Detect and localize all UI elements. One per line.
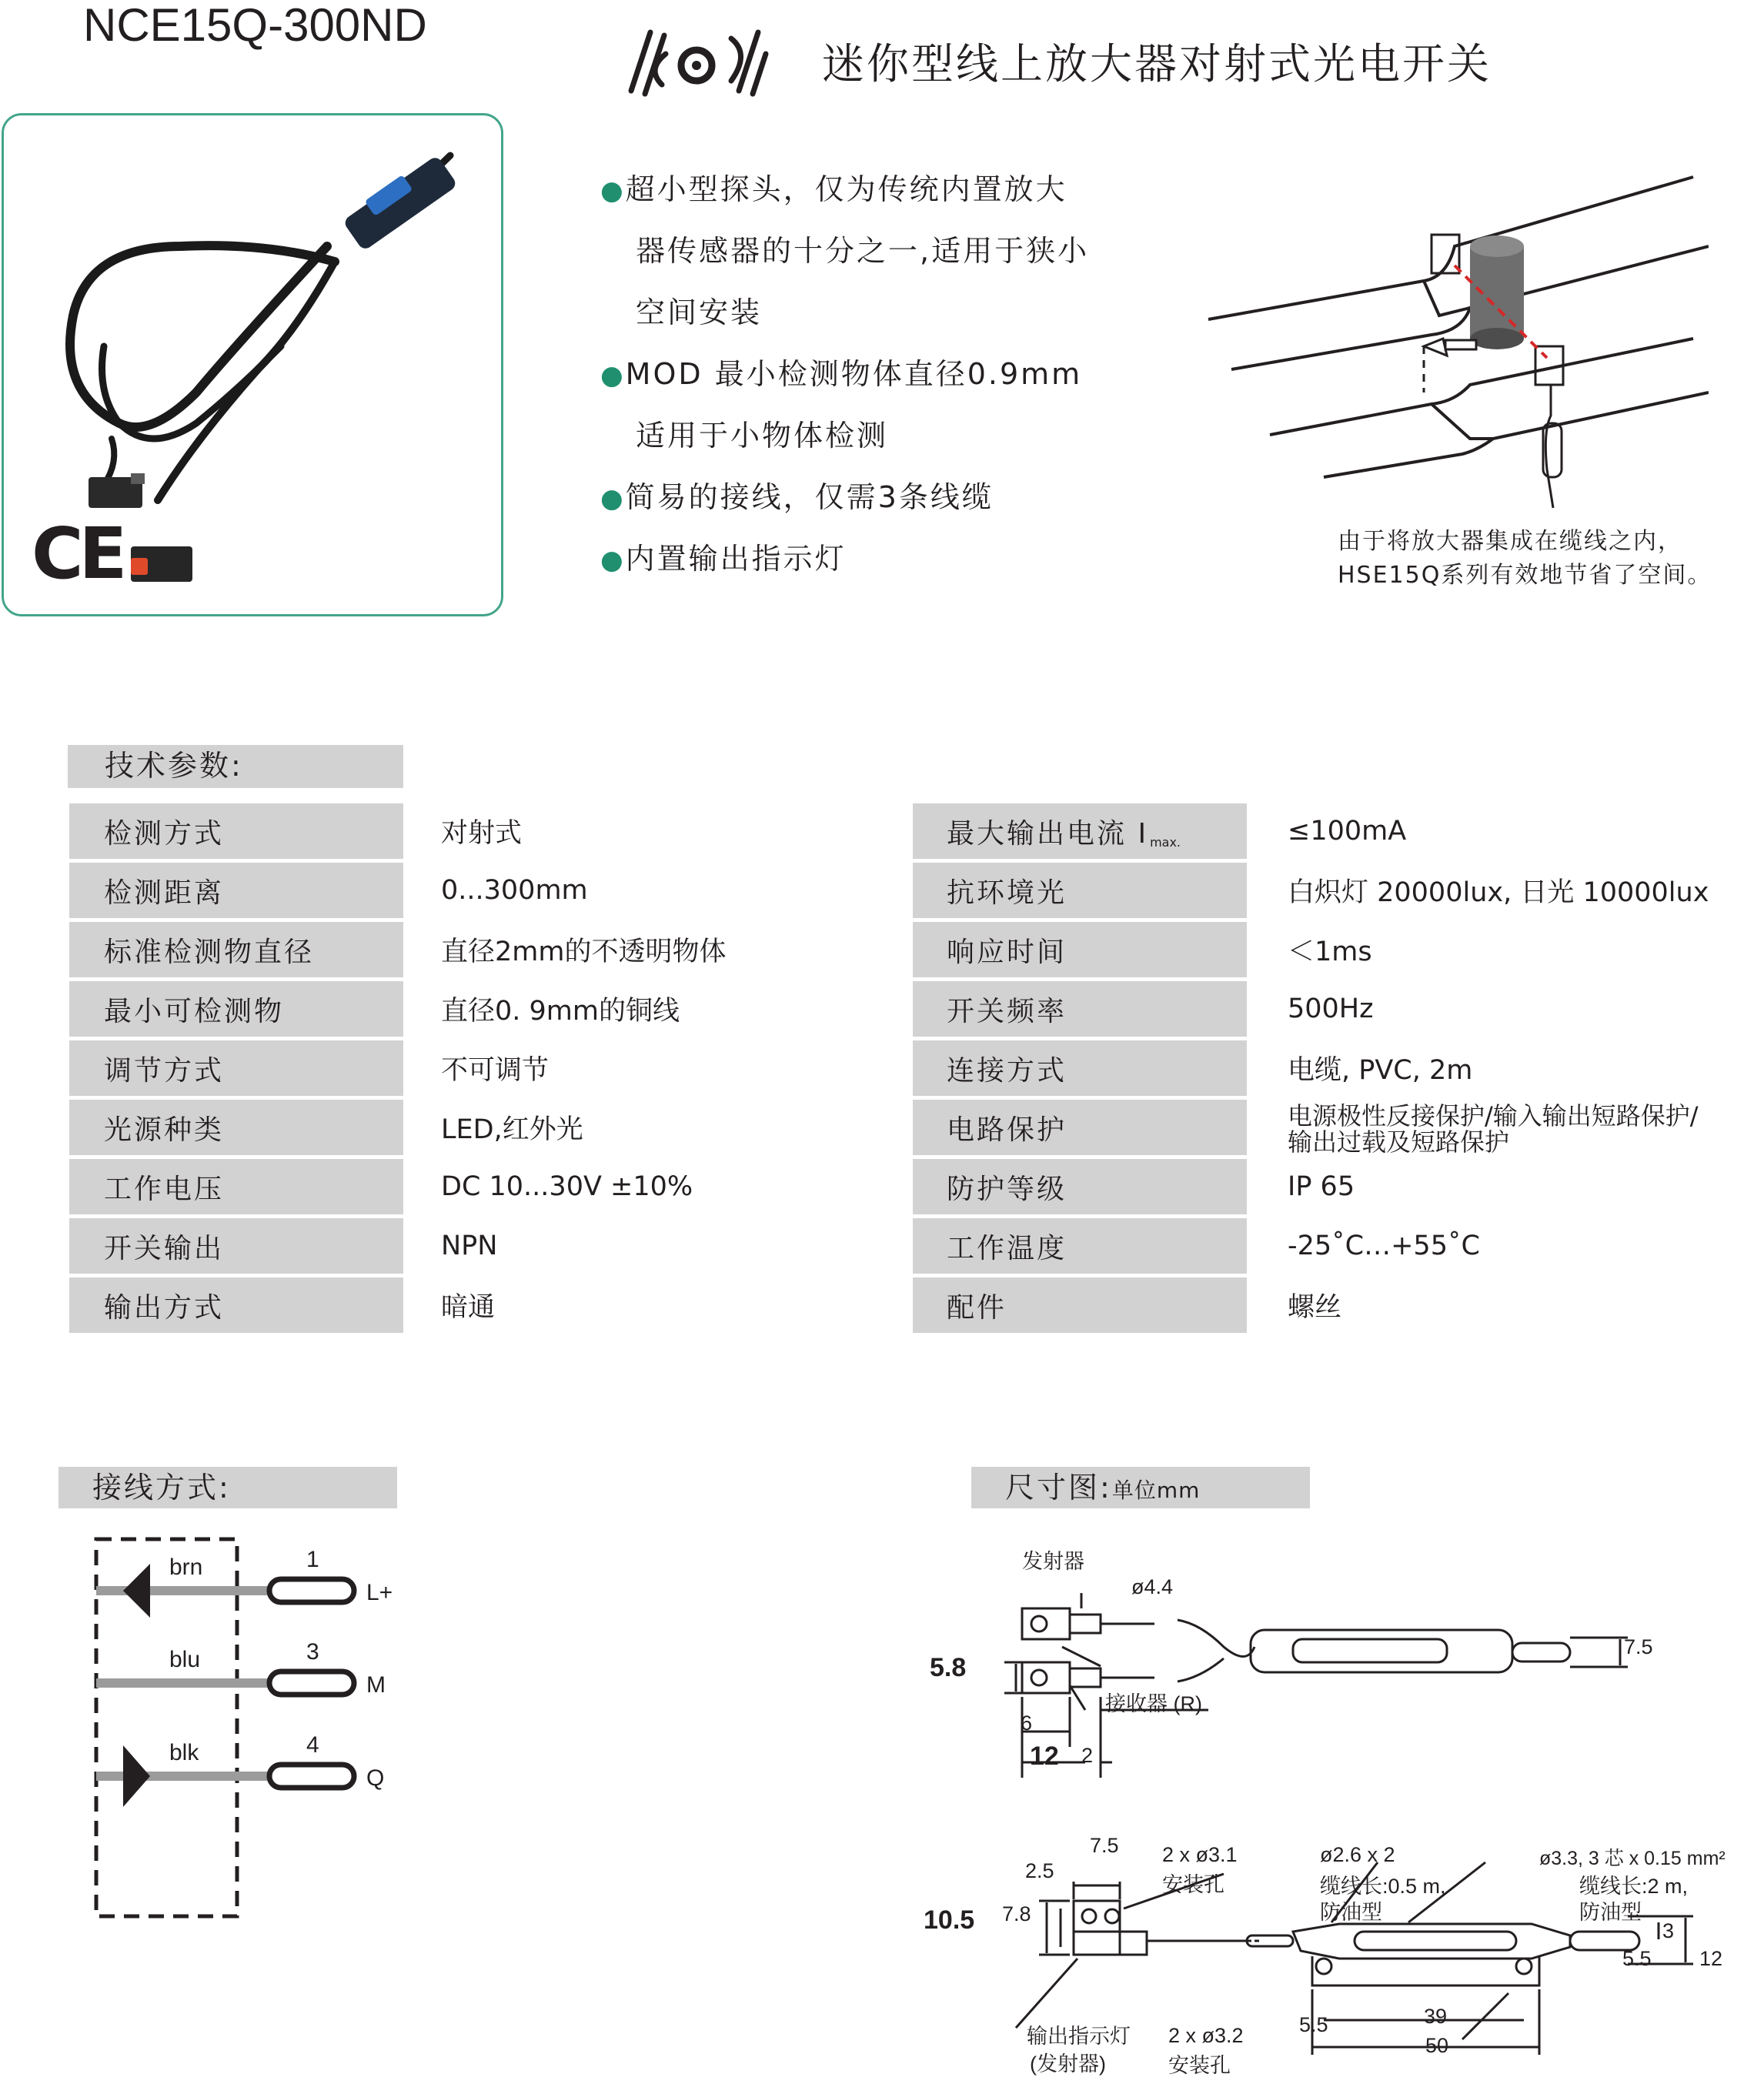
label-receiver: 接收器 (R) [1105, 1692, 1202, 1715]
spec-value: IP 65 [1288, 1171, 1355, 1202]
dim-value: 7.8 [1002, 1902, 1031, 1925]
dim-value: 5.5 [1299, 2013, 1328, 2036]
spec-value: 暗通 [441, 1292, 496, 1323]
spec-label: 防护等级 [913, 1159, 1247, 1214]
spec-label: 工作温度 [913, 1218, 1247, 1274]
dim-value: 39 [1424, 2005, 1448, 2028]
label-cable: ø3.3, 3 芯 x 0.15 mm² [1539, 1848, 1726, 1869]
label-cable: 缆线长:0.5 m, [1320, 1875, 1446, 1898]
spec-label: 工作电压 [69, 1159, 403, 1214]
spec-label: 标准检测物直径 [69, 922, 403, 977]
spec-value: -25˚C…+55˚C [1288, 1231, 1480, 1261]
model-number: NCE15Q-300ND [83, 0, 427, 51]
page-title: 迷你型线上放大器对射式光电开关 [822, 39, 1492, 89]
label-holes: 安装孔 [1168, 2054, 1231, 2077]
spec-label: 响应时间 [913, 922, 1247, 977]
bullet-icon: ● [600, 545, 626, 576]
dim-value: 10.5 [924, 1905, 975, 1935]
dim-value: 7.5 [1624, 1635, 1653, 1658]
spec-label: 最小可检测物 [69, 981, 403, 1037]
spec-label: 开关频率 [913, 981, 1247, 1037]
bullet-icon: ● [600, 360, 626, 391]
label-cable: 防油型 [1579, 1901, 1642, 1924]
spec-label: 最大输出电流 I max. [913, 803, 1247, 859]
spec-value: 螺丝 [1288, 1292, 1342, 1323]
spec-value: 白炽灯 20000lux, 日光 10000lux [1288, 877, 1709, 908]
label-led: 输出指示灯 [1027, 2025, 1131, 2048]
dim-value: 12 [1030, 1742, 1059, 1771]
label-cable: ø2.6 x 2 [1320, 1843, 1395, 1866]
spec-value: DC 10...30V ±10% [441, 1171, 693, 1202]
feature-item: 适用于小物体检测 [636, 419, 889, 453]
spec-label: 调节方式 [69, 1040, 403, 1096]
specs-heading: 技术参数: [68, 745, 403, 788]
dim-value: 5.8 [930, 1653, 967, 1682]
signal-label: Q [366, 1765, 385, 1791]
spec-label: 检测方式 [69, 803, 403, 859]
label-cable: 缆线长:2 m, [1579, 1875, 1689, 1898]
feature-item: ●简易的接线，仅需3条线缆 [600, 480, 994, 514]
illustration-caption: 由于将放大器集成在缆线之内， [1338, 528, 1682, 555]
bullet-icon: ● [600, 483, 626, 514]
spec-label: 输出方式 [69, 1277, 403, 1333]
photoelectric-logo-icon [623, 23, 770, 100]
spec-value: 不可调节 [441, 1055, 550, 1086]
spec-value: 直径2mm的不透明物体 [441, 937, 727, 967]
wire-color: brn [169, 1555, 203, 1580]
spec-label: 电路保护 [913, 1100, 1247, 1155]
bullet-icon: ● [600, 175, 626, 206]
spec-value: 0...300mm [441, 875, 588, 906]
spec-value: ＜1ms [1288, 937, 1372, 967]
dimensions-heading: 尺寸图:单位mm [971, 1467, 1310, 1508]
spec-label: 开关输出 [69, 1218, 403, 1274]
wire-color: blu [169, 1647, 201, 1672]
spec-label: 配件 [913, 1277, 1247, 1333]
dim-value: 50 [1425, 2034, 1449, 2057]
illustration-caption: HSE15Q系列有效地节省了空间。 [1338, 562, 1712, 589]
label-holes: 2 x ø3.1 [1162, 1843, 1238, 1866]
spec-value: 电缆, PVC, 2m [1288, 1055, 1473, 1086]
pin-number: 3 [306, 1639, 319, 1665]
label-holes: 安装孔 [1162, 1873, 1224, 1896]
wire-color: blk [169, 1740, 199, 1765]
spec-value: 电源极性反接保护/输入输出短路保护/ 输出过载及短路保护 [1288, 1101, 1699, 1157]
ce-mark: CE [32, 513, 123, 595]
spec-label: 光源种类 [69, 1100, 403, 1155]
spec-value: 对射式 [441, 818, 523, 849]
label-holes: 2 x ø3.2 [1168, 2024, 1244, 2047]
spec-value: LED,红外光 [441, 1114, 583, 1145]
spec-label: 检测距离 [69, 863, 403, 918]
dim-value: 7.5 [1090, 1834, 1119, 1857]
wiring-heading: 接线方式: [58, 1467, 397, 1508]
dim-value: 6 [1021, 1712, 1033, 1735]
feature-item: ●MOD 最小检测物体直径0.9mm [600, 357, 1083, 391]
spec-value: NPN [441, 1231, 498, 1261]
signal-label: L+ [366, 1580, 393, 1605]
pin-number: 1 [306, 1547, 319, 1572]
dim-value: 3 [1662, 1919, 1675, 1942]
dim-value: 5.5 [1622, 1947, 1652, 1970]
installation-illustration [1201, 162, 1709, 516]
wiring-diagram [85, 1531, 408, 1932]
dim-value: ø4.4 [1131, 1575, 1174, 1598]
spec-label: 连接方式 [913, 1040, 1247, 1096]
feature-item: ●内置输出指示灯 [600, 542, 847, 576]
pin-number: 4 [306, 1732, 319, 1758]
spec-label: 抗环境光 [913, 863, 1247, 918]
spec-value: 500Hz [1288, 994, 1374, 1024]
feature-item: 空间安装 [636, 296, 763, 329]
label-led: (发射器) [1030, 2052, 1106, 2076]
label-cable: 防油型 [1320, 1901, 1382, 1924]
spec-value: ≤100mA [1288, 816, 1407, 847]
feature-item: 器传感器的十分之一,适用于狭小 [636, 234, 1090, 268]
spec-value: 直径0. 9mm的铜线 [441, 996, 680, 1027]
signal-label: M [366, 1672, 386, 1698]
feature-item: ●超小型探头，仅为传统内置放大 [600, 172, 1067, 206]
dim-value: 12 [1699, 1947, 1723, 1970]
label-emitter: 发射器 [1022, 1550, 1084, 1573]
product-photo-frame [2, 113, 503, 616]
dim-value: 2.5 [1025, 1859, 1054, 1882]
dim-value: 2 [1081, 1744, 1094, 1767]
